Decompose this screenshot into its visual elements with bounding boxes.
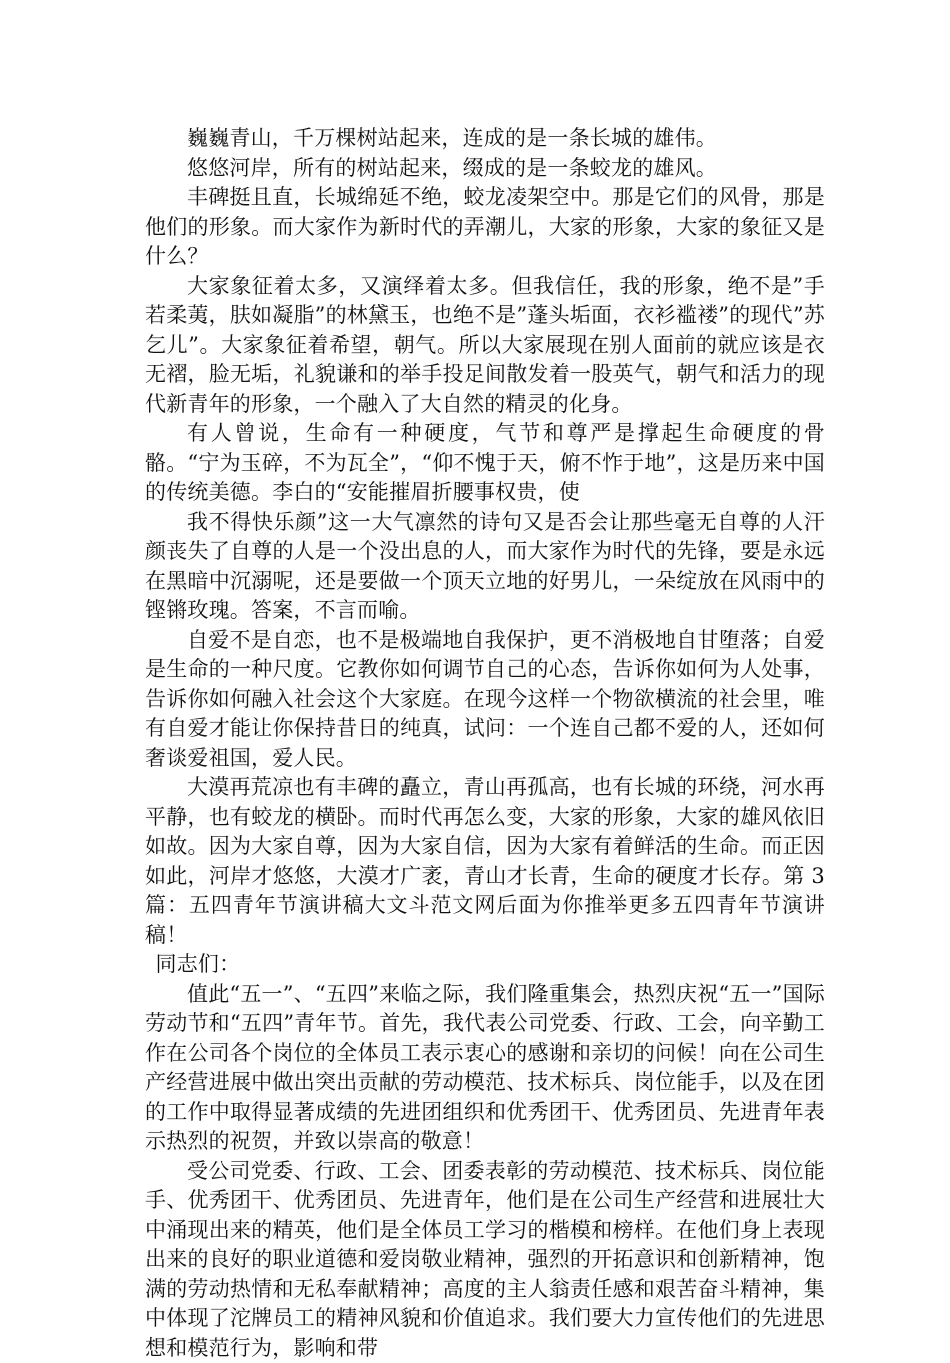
- paragraph: 悠悠河岸，所有的树站起来，缀成的是一条蛟龙的雄风。: [145, 154, 825, 184]
- paragraph: 大家象征着太多，又演绎着太多。但我信任，我的形象，绝不是”手若柔荑，肤如凝脂”的林黛玉，也绝不是”蓬头垢面，衣衫褴褛”的现代”苏乞儿”。大家象征着希望，朝气。所以大家展现在别人面前的就应该是衣无褶，脸无垢，礼貌谦和的举手投足间散发着一股英气，朝气和活力的现代新青年的形象，一个融入了大自然的精灵的化身。: [145, 272, 825, 420]
- paragraph: 值此“五一”、“五四”来临之际，我们隆重集会，热烈庆祝“五一”国际劳动节和“五四”青年节。首先，我代表公司党委、行政、工会，向辛勤工作在公司各个岗位的全体员工表示衷心的感谢和亲切的问候！向在公司生产经营进展中做出突出贡献的劳动模范、技术标兵、岗位能手，以及在团的工作中取得显著成绩的先进团组织和优秀团干、优秀团员、先进青年表示热烈的祝贺，并致以崇高的敬意！: [145, 980, 825, 1157]
- paragraph: 大漠再荒凉也有丰碑的矗立，青山再孤高，也有长城的环绕，河水再平静，也有蛟龙的横卧。而时代再怎么变，大家的形象，大家的雄风依旧如故。因为大家自尊，因为大家自信，因为大家有着鲜活的生命。而正因如此，河岸才悠悠，大漠才广袤，青山才长青，生命的硬度才长存。第 3 篇：五四青年节演讲稿大文斗范文网后面为你推举更多五四青年节演讲稿！: [145, 773, 825, 950]
- paragraph: 受公司党委、行政、工会、团委表彰的劳动模范、技术标兵、岗位能手、优秀团干、优秀团员、先进青年，他们是在公司生产经营和进展壮大中涌现出来的精英，他们是全体员工学习的楷模和榜样。在他们身上表现出来的良好的职业道德和爱岗敬业精神，强烈的开拓意识和创新精神，饱满的劳动热情和无私奉献精神；高度的主人翁责任感和艰苦奋斗精神，集中体现了沱牌员工的精神风貌和价值追求。我们要大力宣传他们的先进思想和模范行为，影响和带: [145, 1157, 825, 1363]
- salutation: 同志们：: [145, 950, 825, 980]
- paragraph: 自爱不是自恋，也不是极端地自我保护，更不消极地自甘堕落；自爱是生命的一种尺度。它教你如何调节自己的心态，告诉你如何为人处事，告诉你如何融入社会这个大家庭。在现今这样一个物欲横流的社会里，唯有自爱才能让你保持昔日的纯真，试问：一个连自己都不爱的人，还如何奢谈爱祖国，爱人民。: [145, 626, 825, 774]
- paragraph: 丰碑挺且直，长城绵延不绝，蛟龙凌架空中。那是它们的风骨，那是他们的形象。而大家作为新时代的弄潮儿，大家的形象，大家的象征又是什么？: [145, 183, 825, 272]
- document-body: [145, 124, 825, 1363]
- paragraph: 有人曾说，生命有一种硬度，气节和尊严是撑起生命硬度的骨骼。“宁为玉碎，不为瓦全”，“仰不愧于天，俯不怍于地”，这是历来中国的传统美德。李白的“安能摧眉折腰事权贵，使: [145, 419, 825, 508]
- paragraph: 我不得快乐颜”这一大气凛然的诗句又是否会让那些毫无自尊的人汗颜丧失了自尊的人是一个没出息的人，而大家作为时代的先锋，要是永远在黑暗中沉溺呢，还是要做一个顶天立地的好男儿，一朵绽放在风雨中的铿锵玫瑰。答案，不言而喻。: [145, 508, 825, 626]
- paragraph: 巍巍青山，千万棵树站起来，连成的是一条长城的雄伟。: [145, 124, 825, 154]
